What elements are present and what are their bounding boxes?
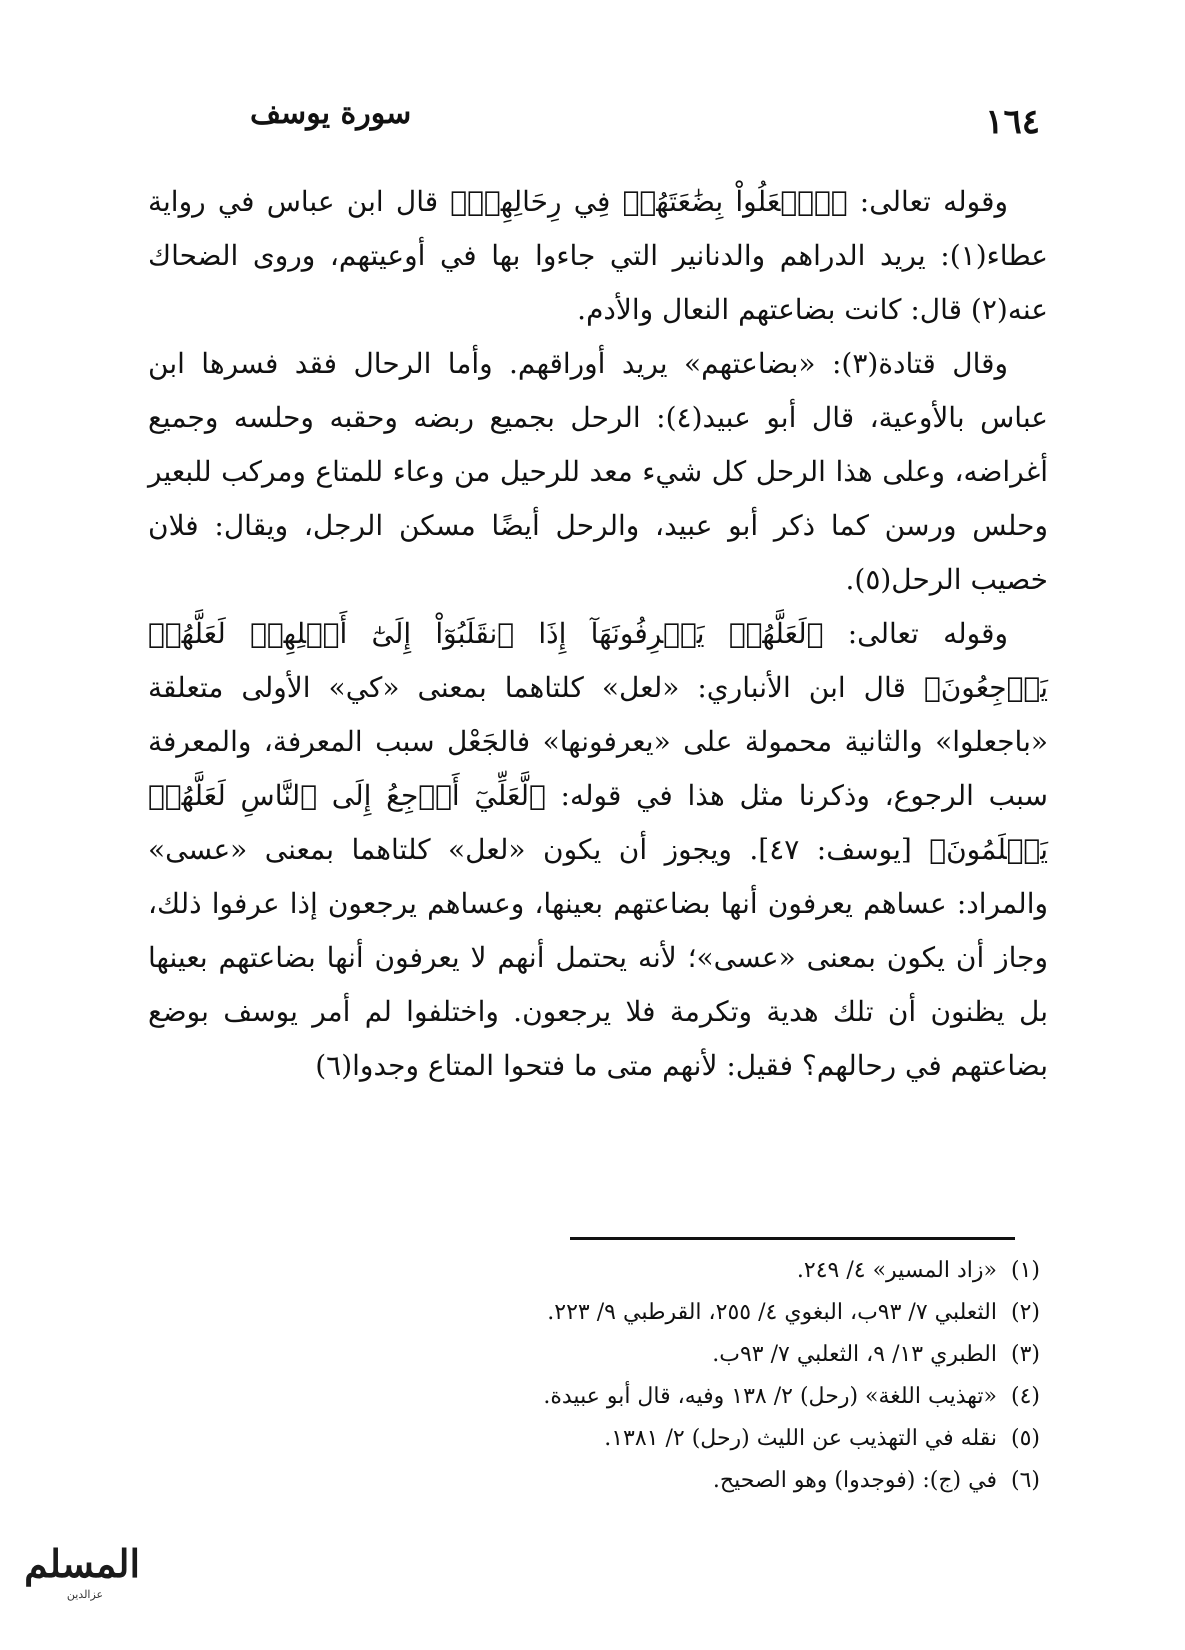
logo-sub-text: عزالدين <box>66 1588 104 1601</box>
paragraph: وقال قتادة(٣): «بضاعتهم» يريد أوراقهم. وأما الرحال فقد فسرها ابن عباس بالأوعية، قال أبو عبيد(٤): الرحل بجميع ربضه وحقبه وحلسه وجميع أغراضه، وعلى هذا الرحل كل شيء معد للرحيل من وعاء للمتاع ومركب للبعير وحلس ورسن كما ذكر أبو عبيد، والرحل أيضًا مسكن الرجل، ويقال: فلان خصيب الرحل(٥). <box>148 347 1048 596</box>
running-title: سورة يوسف <box>250 96 412 131</box>
footnote-number: (٣) <box>1010 1342 1040 1367</box>
footnote-number: (١) <box>1010 1258 1040 1283</box>
footnote-number: (٢) <box>1010 1300 1040 1325</box>
main-text <box>148 175 1048 1093</box>
footnote-text: الطبري ١٣/ ٩، الثعلبي ٧/ ٩٣ب. <box>712 1342 997 1367</box>
footnotes <box>300 1250 1040 1502</box>
footnote-text: الثعلبي ٧/ ٩٣ب، البغوي ٤/ ٢٥٥، القرطبي ٩/ ٢٢٣. <box>547 1300 997 1325</box>
footnote-number: (٦) <box>1010 1468 1040 1493</box>
footnote-number: (٤) <box>1010 1384 1040 1409</box>
footnote-number: (٥) <box>1010 1426 1040 1451</box>
footnote-item <box>300 1460 1040 1502</box>
logo-main-text: المسلم <box>24 1541 140 1586</box>
footnote-text: في (ج): (فوجدوا) وهو الصحيح. <box>712 1468 997 1493</box>
footnote-item <box>300 1292 1040 1334</box>
footnote-item <box>300 1334 1040 1376</box>
publisher-logo <box>24 1540 140 1620</box>
page-header <box>150 96 1040 156</box>
paragraph: وقوله تعالى: ﴿لَعَلَّهُمۡ يَعۡرِفُونَهَآ إِذَا ٱنقَلَبُوٓاْ إِلَىٰٓ أَهۡلِهِمۡ لَعَلَّهُمۡ يَرۡجِعُونَ﴾ قال ابن الأنباري: «لعل» كلتاهما بمعنى «كي» الأولى متعلقة «باجعلوا» والثانية محمولة على «يعرفونها» فالجَعْل سبب المعرفة، والمعرفة سبب الرجوع، وذكرنا مثل هذا في قوله: ﴿لَّعَلِّيٓ أَرۡجِعُ إِلَى ٱلنَّاسِ لَعَلَّهُمۡ يَعۡلَمُونَ﴾ [يوسف: ٤٧]. ويجوز أن يكون «لعل» كلتاهما بمعنى «عسى» والمراد: عساهم يعرفون أنها بضاعتهم بعينها، وعساهم يرجعون إذا عرفوا ذلك، وجاز أن يكون بمعنى «عسى»؛ لأنه يحتمل أنهم لا يعرفون أنها بضاعتهم بعينها بل يظنون أن تلك هدية وتكرمة فلا يرجعون. واختلفوا لم أمر يوسف بوضع بضاعتهم في رحالهم؟ فقيل: لأنهم متى ما فتحوا المتاع وجدوا(٦) <box>148 617 1048 1082</box>
footnote-item <box>300 1376 1040 1418</box>
footnote-text: نقله في التهذيب عن الليث (رحل) ٢/ ١٣٨١. <box>604 1426 997 1451</box>
footnote-item <box>300 1250 1040 1292</box>
page-number: ١٦٤ <box>985 102 1040 142</box>
footnote-divider <box>570 1237 1015 1240</box>
paragraph: وقوله تعالى: ﴿ٱجۡعَلُواْ بِضَٰعَتَهُمۡ فِي رِحَالِهِمۡ﴾ قال ابن عباس في رواية عطاء(١): يريد الدراهم والدنانير التي جاءوا بها في أوعيتهم، وروى الضحاك عنه(٢) قال: كانت بضاعتهم النعال والأدم. <box>148 185 1048 326</box>
footnote-item <box>300 1418 1040 1460</box>
footnote-text: «زاد المسير» ٤/ ٢٤٩. <box>796 1258 997 1283</box>
footnote-text: «تهذيب اللغة» (رحل) ٢/ ١٣٨ وفيه، قال أبو عبيدة. <box>543 1384 997 1409</box>
